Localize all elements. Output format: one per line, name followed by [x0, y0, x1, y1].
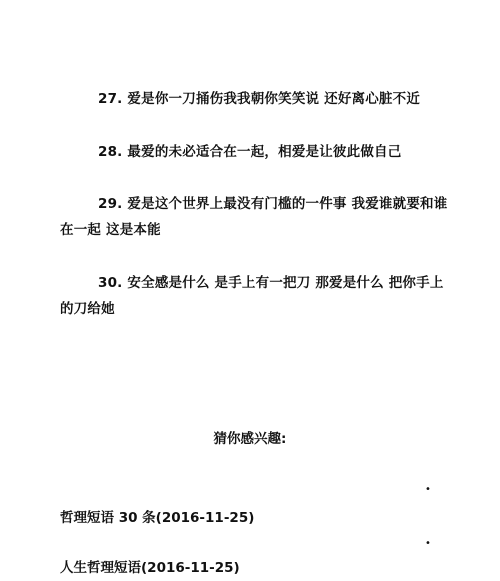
quote-30-line-2: 的刀给她: [60, 301, 115, 317]
quote-30: [60, 270, 444, 322]
quote-28-line-1: 28. 最爱的未必适合在一起，相爱是让彼此做自己: [98, 144, 402, 160]
quote-27-line-1: 27. 爱是你一刀捅伤我我朝你笑笑说 还好离心脏不近: [98, 91, 421, 107]
related-section-title: 猜你感兴趣:: [213, 431, 287, 447]
quote-27: [60, 86, 444, 112]
bullet-icon: •: [425, 538, 431, 549]
related-link-2[interactable]: 人生哲理短语(2016-11-25): [60, 560, 240, 576]
quote-28: [60, 139, 444, 165]
bullet-icon: •: [425, 484, 431, 495]
related-link-1[interactable]: 哲理短语 30 条(2016-11-25): [60, 510, 255, 526]
quote-30-line-1: 30. 安全感是什么 是手上有一把刀 那爱是什么 把你手上: [98, 275, 444, 291]
quote-29: [60, 191, 448, 243]
quote-29-line-2: 在一起 这是本能: [60, 222, 161, 238]
quote-29-line-1: 29. 爱是这个世界上最没有门槛的一件事 我爱谁就要和谁: [98, 196, 448, 212]
